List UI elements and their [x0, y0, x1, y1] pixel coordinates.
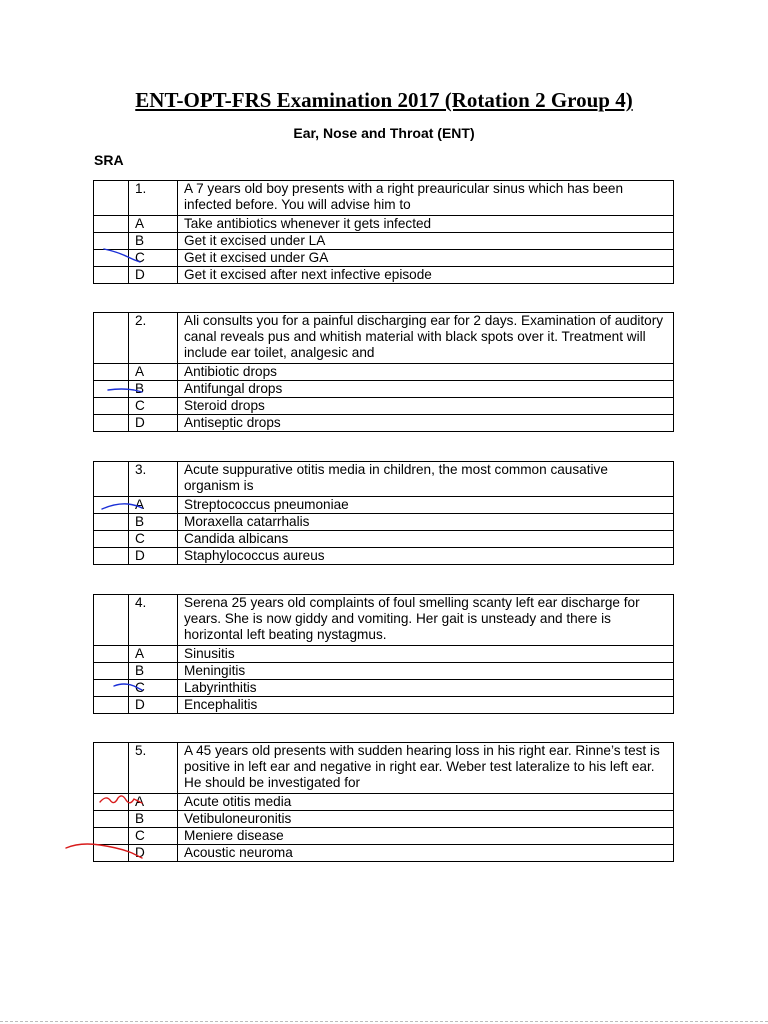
question-text: Acute suppurative otitis media in children, the most common causative organism is	[178, 462, 674, 497]
option-text: Meningitis	[178, 663, 674, 680]
option-text: Candida albicans	[178, 531, 674, 548]
option-row	[94, 845, 674, 862]
margin-cell	[94, 828, 129, 845]
question-table-3	[93, 461, 674, 565]
option-row	[94, 531, 674, 548]
margin-cell	[94, 514, 129, 531]
question-text: Serena 25 years old complaints of foul smelling scanty left ear discharge for years. She is now giddy and vomiting. Her gait is unsteady and there is horizontal left beating nystagmus.	[178, 595, 674, 646]
subject-subtitle: Ear, Nose and Throat (ENT)	[293, 125, 475, 141]
question-table-1	[93, 180, 674, 284]
question-number: 4.	[129, 595, 178, 646]
margin-cell	[94, 462, 129, 497]
margin-cell	[94, 794, 129, 811]
option-text: Steroid drops	[178, 398, 674, 415]
option-letter: C	[129, 680, 178, 697]
option-text: Labyrinthitis	[178, 680, 674, 697]
margin-cell	[94, 697, 129, 714]
question-number: 1.	[129, 181, 178, 216]
option-row	[94, 398, 674, 415]
option-row	[94, 663, 674, 680]
margin-cell	[94, 595, 129, 646]
section-label: SRA	[94, 152, 124, 168]
option-text: Get it excised after next infective episode	[178, 267, 674, 284]
option-row	[94, 548, 674, 565]
option-letter: C	[129, 250, 178, 267]
option-text: Take antibiotics whenever it gets infected	[178, 216, 674, 233]
question-table-2	[93, 312, 674, 432]
option-letter: A	[129, 364, 178, 381]
option-letter: D	[129, 267, 178, 284]
option-row	[94, 415, 674, 432]
question-number: 3.	[129, 462, 178, 497]
option-letter: D	[129, 845, 178, 862]
option-letter: C	[129, 828, 178, 845]
option-letter: A	[129, 497, 178, 514]
option-row	[94, 828, 674, 845]
option-text: Encephalitis	[178, 697, 674, 714]
option-row	[94, 680, 674, 697]
option-row	[94, 267, 674, 284]
option-letter: B	[129, 233, 178, 250]
option-text: Antifungal drops	[178, 381, 674, 398]
margin-cell	[94, 250, 129, 267]
option-row	[94, 497, 674, 514]
margin-cell	[94, 398, 129, 415]
question-text: A 7 years old boy presents with a right preauricular sinus which has been infected before. You will advise him to	[178, 181, 674, 216]
option-text: Meniere disease	[178, 828, 674, 845]
option-text: Antibiotic drops	[178, 364, 674, 381]
question-text: Ali consults you for a painful discharging ear for 2 days. Examination of auditory canal reveals pus and whitish material with black spots over it. Treatment will include ear toilet, analgesic and	[178, 313, 674, 364]
margin-cell	[94, 381, 129, 398]
margin-cell	[94, 181, 129, 216]
option-letter: D	[129, 548, 178, 565]
question-row	[94, 313, 674, 364]
question-number: 2.	[129, 313, 178, 364]
margin-cell	[94, 267, 129, 284]
option-row	[94, 381, 674, 398]
margin-cell	[94, 313, 129, 364]
margin-cell	[94, 364, 129, 381]
option-row	[94, 514, 674, 531]
option-text: Acoustic neuroma	[178, 845, 674, 862]
option-letter: C	[129, 531, 178, 548]
question-number: 5.	[129, 743, 178, 794]
exam-title: ENT-OPT-FRS Examination 2017 (Rotation 2 Group 4)	[135, 88, 633, 112]
option-row	[94, 216, 674, 233]
question-table-4	[93, 594, 674, 714]
page-bottom-edge	[0, 1021, 768, 1022]
question-text: A 45 years old presents with sudden hearing loss in his right ear. Rinne’s test is positive in left ear and negative in right ear. Weber test lateralize to his left ear. He should be investigated for	[178, 743, 674, 794]
option-text: Moraxella catarrhalis	[178, 514, 674, 531]
option-letter: A	[129, 646, 178, 663]
margin-cell	[94, 216, 129, 233]
option-text: Acute otitis media	[178, 794, 674, 811]
option-row	[94, 233, 674, 250]
question-row	[94, 462, 674, 497]
option-letter: B	[129, 811, 178, 828]
margin-cell	[94, 531, 129, 548]
option-letter: A	[129, 794, 178, 811]
option-text: Antiseptic drops	[178, 415, 674, 432]
option-row	[94, 697, 674, 714]
option-letter: D	[129, 415, 178, 432]
margin-cell	[94, 743, 129, 794]
option-row	[94, 811, 674, 828]
option-text: Vetibuloneuronitis	[178, 811, 674, 828]
question-row	[94, 595, 674, 646]
margin-cell	[94, 415, 129, 432]
option-letter: B	[129, 514, 178, 531]
margin-cell	[94, 646, 129, 663]
question-table-5	[93, 742, 674, 862]
option-text: Get it excised under LA	[178, 233, 674, 250]
margin-cell	[94, 497, 129, 514]
margin-cell	[94, 548, 129, 565]
margin-cell	[94, 680, 129, 697]
option-text: Sinusitis	[178, 646, 674, 663]
margin-cell	[94, 663, 129, 680]
option-letter: A	[129, 216, 178, 233]
option-letter: B	[129, 381, 178, 398]
option-row	[94, 646, 674, 663]
option-text: Staphylococcus aureus	[178, 548, 674, 565]
option-row	[94, 794, 674, 811]
margin-cell	[94, 845, 129, 862]
question-row	[94, 743, 674, 794]
option-text: Streptococcus pneumoniae	[178, 497, 674, 514]
question-row	[94, 181, 674, 216]
margin-cell	[94, 233, 129, 250]
margin-cell	[94, 811, 129, 828]
option-letter: C	[129, 398, 178, 415]
option-text: Get it excised under GA	[178, 250, 674, 267]
option-row	[94, 364, 674, 381]
option-letter: D	[129, 697, 178, 714]
option-letter: B	[129, 663, 178, 680]
option-row	[94, 250, 674, 267]
